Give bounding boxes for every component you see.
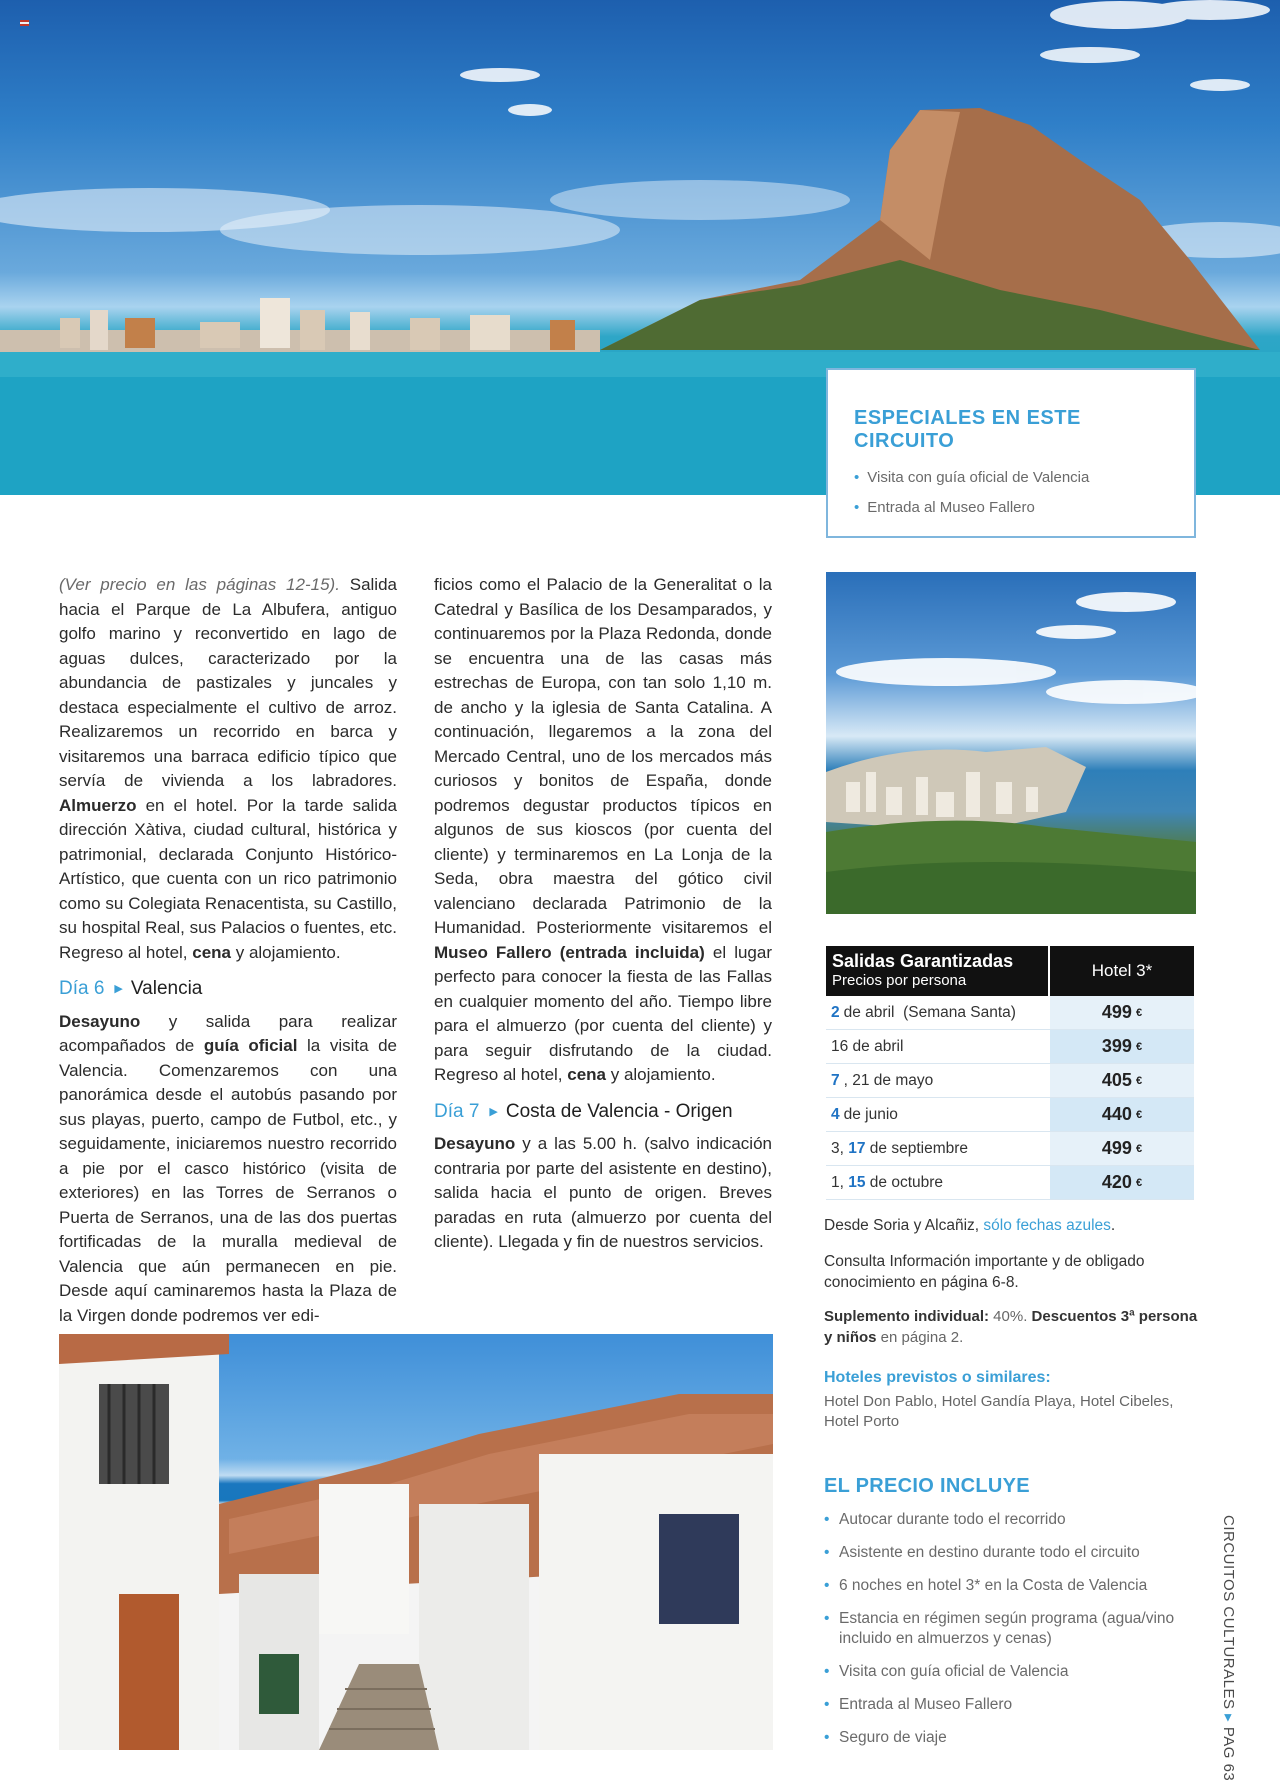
text-run: y a las 5.00 h. (salvo indicación contraria por parte del asistente en destino), salida hacia el punto de origen. Breves paradas en ruta (almuerzo por cuenta del cliente). Llegada y fin de nuestros servicios. bbox=[434, 1134, 772, 1251]
price-row bbox=[826, 996, 1194, 1030]
price-header-hotel: Hotel 3* bbox=[1048, 946, 1194, 996]
guaranteed-date: 17 bbox=[848, 1139, 866, 1157]
precio-incluye bbox=[824, 1475, 1204, 1761]
price-value bbox=[1048, 1030, 1194, 1063]
day5-paragraph bbox=[59, 573, 397, 965]
currency-symbol: € bbox=[1135, 1006, 1143, 1019]
itinerary-column-2 bbox=[434, 573, 772, 1255]
bold-text: cena bbox=[192, 942, 231, 962]
header-subtitle-text: Precios por persona bbox=[832, 972, 967, 989]
bold-text: Museo Fallero (entrada incluida) bbox=[434, 942, 705, 962]
especiales-item: • Visita con guía oficial de Valencia bbox=[854, 469, 1168, 486]
bold-text: Suplemento individual: bbox=[824, 1308, 990, 1325]
incluye-item: • 6 noches en hotel 3* en la Costa de Valencia bbox=[824, 1576, 1204, 1596]
text-run: la visita de Valencia. Comenzaremos con una panorámica desde el autobús pasando por sus playas, puerto, campo de Futbol, etc., y seguidamente, iniciaremos nuestro recorrido a pie por el casco histórico (visita de exteriores) en las Torres de Serranos o Puerta de Serranos, una de las dos puertas fortificadas de la muralla medieval de Valencia que aún permanecen en pie. Desde aquí caminaremos hasta la Plaza de la Virgen donde podremos ver edi- bbox=[59, 1036, 398, 1325]
suplemento-note bbox=[824, 1306, 1199, 1348]
price-row bbox=[826, 1132, 1194, 1166]
departure-date bbox=[826, 1098, 1048, 1131]
coast-illustration bbox=[826, 572, 1196, 914]
day-place: Costa de Valencia - Origen bbox=[505, 1100, 733, 1122]
price-value bbox=[1048, 1064, 1194, 1097]
blue-dates-note: sólo fechas azules bbox=[983, 1217, 1111, 1234]
village-photo bbox=[59, 1334, 773, 1750]
text-run: y salida para realizar acompañados de bbox=[59, 1011, 397, 1055]
text-run: y alojamiento. bbox=[231, 942, 341, 962]
hoteles-title: Hoteles previstos o similares: bbox=[824, 1369, 1051, 1386]
guaranteed-date: 2 bbox=[831, 1003, 840, 1021]
page-number: PAG 63 bbox=[1220, 1726, 1237, 1781]
bold-text: cena bbox=[567, 1065, 606, 1084]
text-run: Desde Soria y Alcañiz, bbox=[824, 1217, 984, 1234]
text-run: en el hotel. Por la tarde salida dirección Xàtiva, ciudad cultural, histórica y patrimonial, declarada Conjunto Histórico-Artístico, que cuenta con un rico patrimonio como su Colegiata Renacentista, su Castillo, su hospital Real, sus Palacios o fuentes, etc. Regreso al hotel, bbox=[59, 795, 397, 962]
arrow-right-icon: ▶ bbox=[114, 983, 123, 995]
currency-symbol: € bbox=[1135, 1040, 1143, 1053]
especiales-list bbox=[854, 469, 1168, 516]
price-amount: 405 bbox=[1101, 1070, 1132, 1090]
day7-paragraph bbox=[434, 1132, 772, 1255]
price-value bbox=[1048, 1132, 1194, 1165]
date-text: 16 de abril bbox=[831, 1037, 904, 1055]
text-run: . bbox=[1110, 1217, 1116, 1234]
price-table bbox=[826, 946, 1194, 1200]
date-text: 1, bbox=[831, 1173, 849, 1191]
consulta-note: Consulta Información importante y de obligado conocimiento en página 6-8. bbox=[824, 1253, 1145, 1291]
price-amount: 499 bbox=[1101, 1002, 1132, 1022]
side-label-text bbox=[1220, 1515, 1238, 1781]
date-text: de abril (Semana Santa) bbox=[843, 1003, 1016, 1021]
arrow-right-icon: ▸ bbox=[1220, 1714, 1237, 1723]
hoteles-list: Hotel Don Pablo, Hotel Gandía Playa, Hotel Cibeles, Hotel Porto bbox=[824, 1393, 1174, 1430]
day-place: Valencia bbox=[130, 978, 203, 999]
guaranteed-date: 7 bbox=[831, 1071, 840, 1089]
hoteles-note bbox=[824, 1367, 1199, 1432]
price-value bbox=[1048, 996, 1194, 1029]
text-run: ficios como el Palacio de la Generalitat o la Catedral y Basílica de los Desamparados, y continuaremos por la Plaza Redonda, donde se encuentra una de las casas más estrechas de Europa, con tan solo 1,10 m. de ancho y la iglesia de Santa Catalina. A continuación, llegaremos a la zona del Mercado Central, uno de los mercados más curiosos y bonitos de España, donde podremos degustar productos típicos en algunos de sus kioscos (por cuenta del cliente) y terminaremos en La Lonja de la Seda, obra maestra del gótico civil valenciano declarada Patrimonio de la Humanidad. Posteriormente visitaremos el bbox=[434, 575, 772, 937]
date-text: 3, bbox=[831, 1139, 849, 1157]
departure-date bbox=[826, 1064, 1048, 1097]
itinerary-column-1 bbox=[59, 573, 397, 1328]
day-number: Día 6 bbox=[59, 978, 105, 999]
price-value bbox=[1048, 1166, 1194, 1199]
incluye-item: • Estancia en régimen según programa (agua/vino incluido en almuerzos y cenas) bbox=[824, 1609, 1204, 1649]
header-title-text: Salidas Garantizadas bbox=[832, 951, 1014, 971]
price-amount: 499 bbox=[1101, 1138, 1132, 1158]
currency-symbol: € bbox=[1135, 1176, 1143, 1189]
text-run: el lugar perfecto para conocer la fiesta de las Fallas en cualquier momento del año. Tiempo libre para el almuerzo (por cuenta del cliente) y para seguir disfrutando de la ciudad. Regreso al hotel, bbox=[434, 942, 772, 1084]
text-run: Salida hacia el Parque de La Albufera, antiguo golfo marino y reconvertido en lago de aguas dulces, caracterizado por la abundancia de pastizales y juncales y destaca especialmente el cultivo de arroz. Realizaremos un recorrido en barca y visitaremos una barraca edificio típico que servía de vivienda a los labradores. bbox=[59, 575, 397, 790]
currency-symbol: € bbox=[1135, 1142, 1143, 1155]
day6-paragraph bbox=[59, 1010, 397, 1329]
guaranteed-date: 4 bbox=[831, 1105, 840, 1123]
departure-date bbox=[826, 996, 1048, 1029]
price-row bbox=[826, 1064, 1194, 1098]
price-row bbox=[826, 1166, 1194, 1200]
day7-heading bbox=[434, 1100, 772, 1125]
especiales-item: • Entrada al Museo Fallero bbox=[854, 499, 1168, 516]
especiales-box bbox=[826, 368, 1196, 538]
incluye-item: • Entrada al Museo Fallero bbox=[824, 1695, 1204, 1715]
day6-continued-paragraph bbox=[434, 573, 772, 1088]
date-text: , 21 de mayo bbox=[843, 1071, 934, 1089]
incluye-title: EL PRECIO INCLUYE bbox=[824, 1475, 1030, 1497]
incluye-item: • Autocar durante todo el recorrido bbox=[824, 1510, 1204, 1530]
price-header-title bbox=[826, 946, 1048, 996]
price-row bbox=[826, 1030, 1194, 1064]
price-reference: (Ver precio en las páginas 12-15). bbox=[59, 575, 340, 594]
price-value bbox=[1048, 1098, 1194, 1131]
guaranteed-date: 15 bbox=[848, 1173, 866, 1191]
price-amount: 420 bbox=[1101, 1172, 1132, 1192]
bold-text: guía oficial bbox=[203, 1036, 298, 1055]
departure-date bbox=[826, 1030, 1048, 1063]
date-text: de septiembre bbox=[865, 1139, 969, 1157]
bold-text: Descuentos 3ª persona y niños bbox=[824, 1308, 1198, 1346]
especiales-title: ESPECIALES EN ESTE CIRCUITO bbox=[854, 407, 1081, 452]
price-amount: 440 bbox=[1101, 1104, 1132, 1124]
text-run: en página 2. bbox=[876, 1329, 964, 1346]
bold-text: Almuerzo bbox=[59, 795, 137, 815]
incluye-item: • Seguro de viaje bbox=[824, 1728, 1204, 1748]
text-run: 40%. bbox=[989, 1308, 1032, 1325]
price-table-header bbox=[826, 946, 1194, 996]
date-text: de junio bbox=[843, 1105, 898, 1123]
section-name: CIRCUITOS CULTURALES bbox=[1220, 1515, 1237, 1710]
desde-note bbox=[824, 1215, 1199, 1236]
date-text: de octubre bbox=[865, 1173, 944, 1191]
incluye-list bbox=[824, 1510, 1204, 1748]
currency-symbol: € bbox=[1135, 1108, 1143, 1121]
side-section-label bbox=[1208, 1515, 1238, 1781]
day6-heading bbox=[59, 977, 397, 1002]
flag-icon bbox=[20, 20, 29, 26]
day-number: Día 7 bbox=[434, 1100, 480, 1122]
text-run: y alojamiento. bbox=[606, 1065, 716, 1084]
price-row bbox=[826, 1098, 1194, 1132]
currency-symbol: € bbox=[1135, 1074, 1143, 1087]
price-rows bbox=[826, 996, 1194, 1200]
arrow-right-icon: ▶ bbox=[489, 1105, 498, 1118]
village-illustration bbox=[59, 1334, 773, 1750]
departure-date bbox=[826, 1166, 1048, 1199]
coast-photo bbox=[826, 572, 1196, 914]
bold-text: Desayuno bbox=[59, 1011, 141, 1031]
departure-date bbox=[826, 1132, 1048, 1165]
incluye-item: • Visita con guía oficial de Valencia bbox=[824, 1662, 1204, 1682]
price-amount: 399 bbox=[1101, 1036, 1132, 1056]
bold-text: Desayuno bbox=[434, 1134, 516, 1153]
incluye-item: • Asistente en destino durante todo el circuito bbox=[824, 1543, 1204, 1563]
